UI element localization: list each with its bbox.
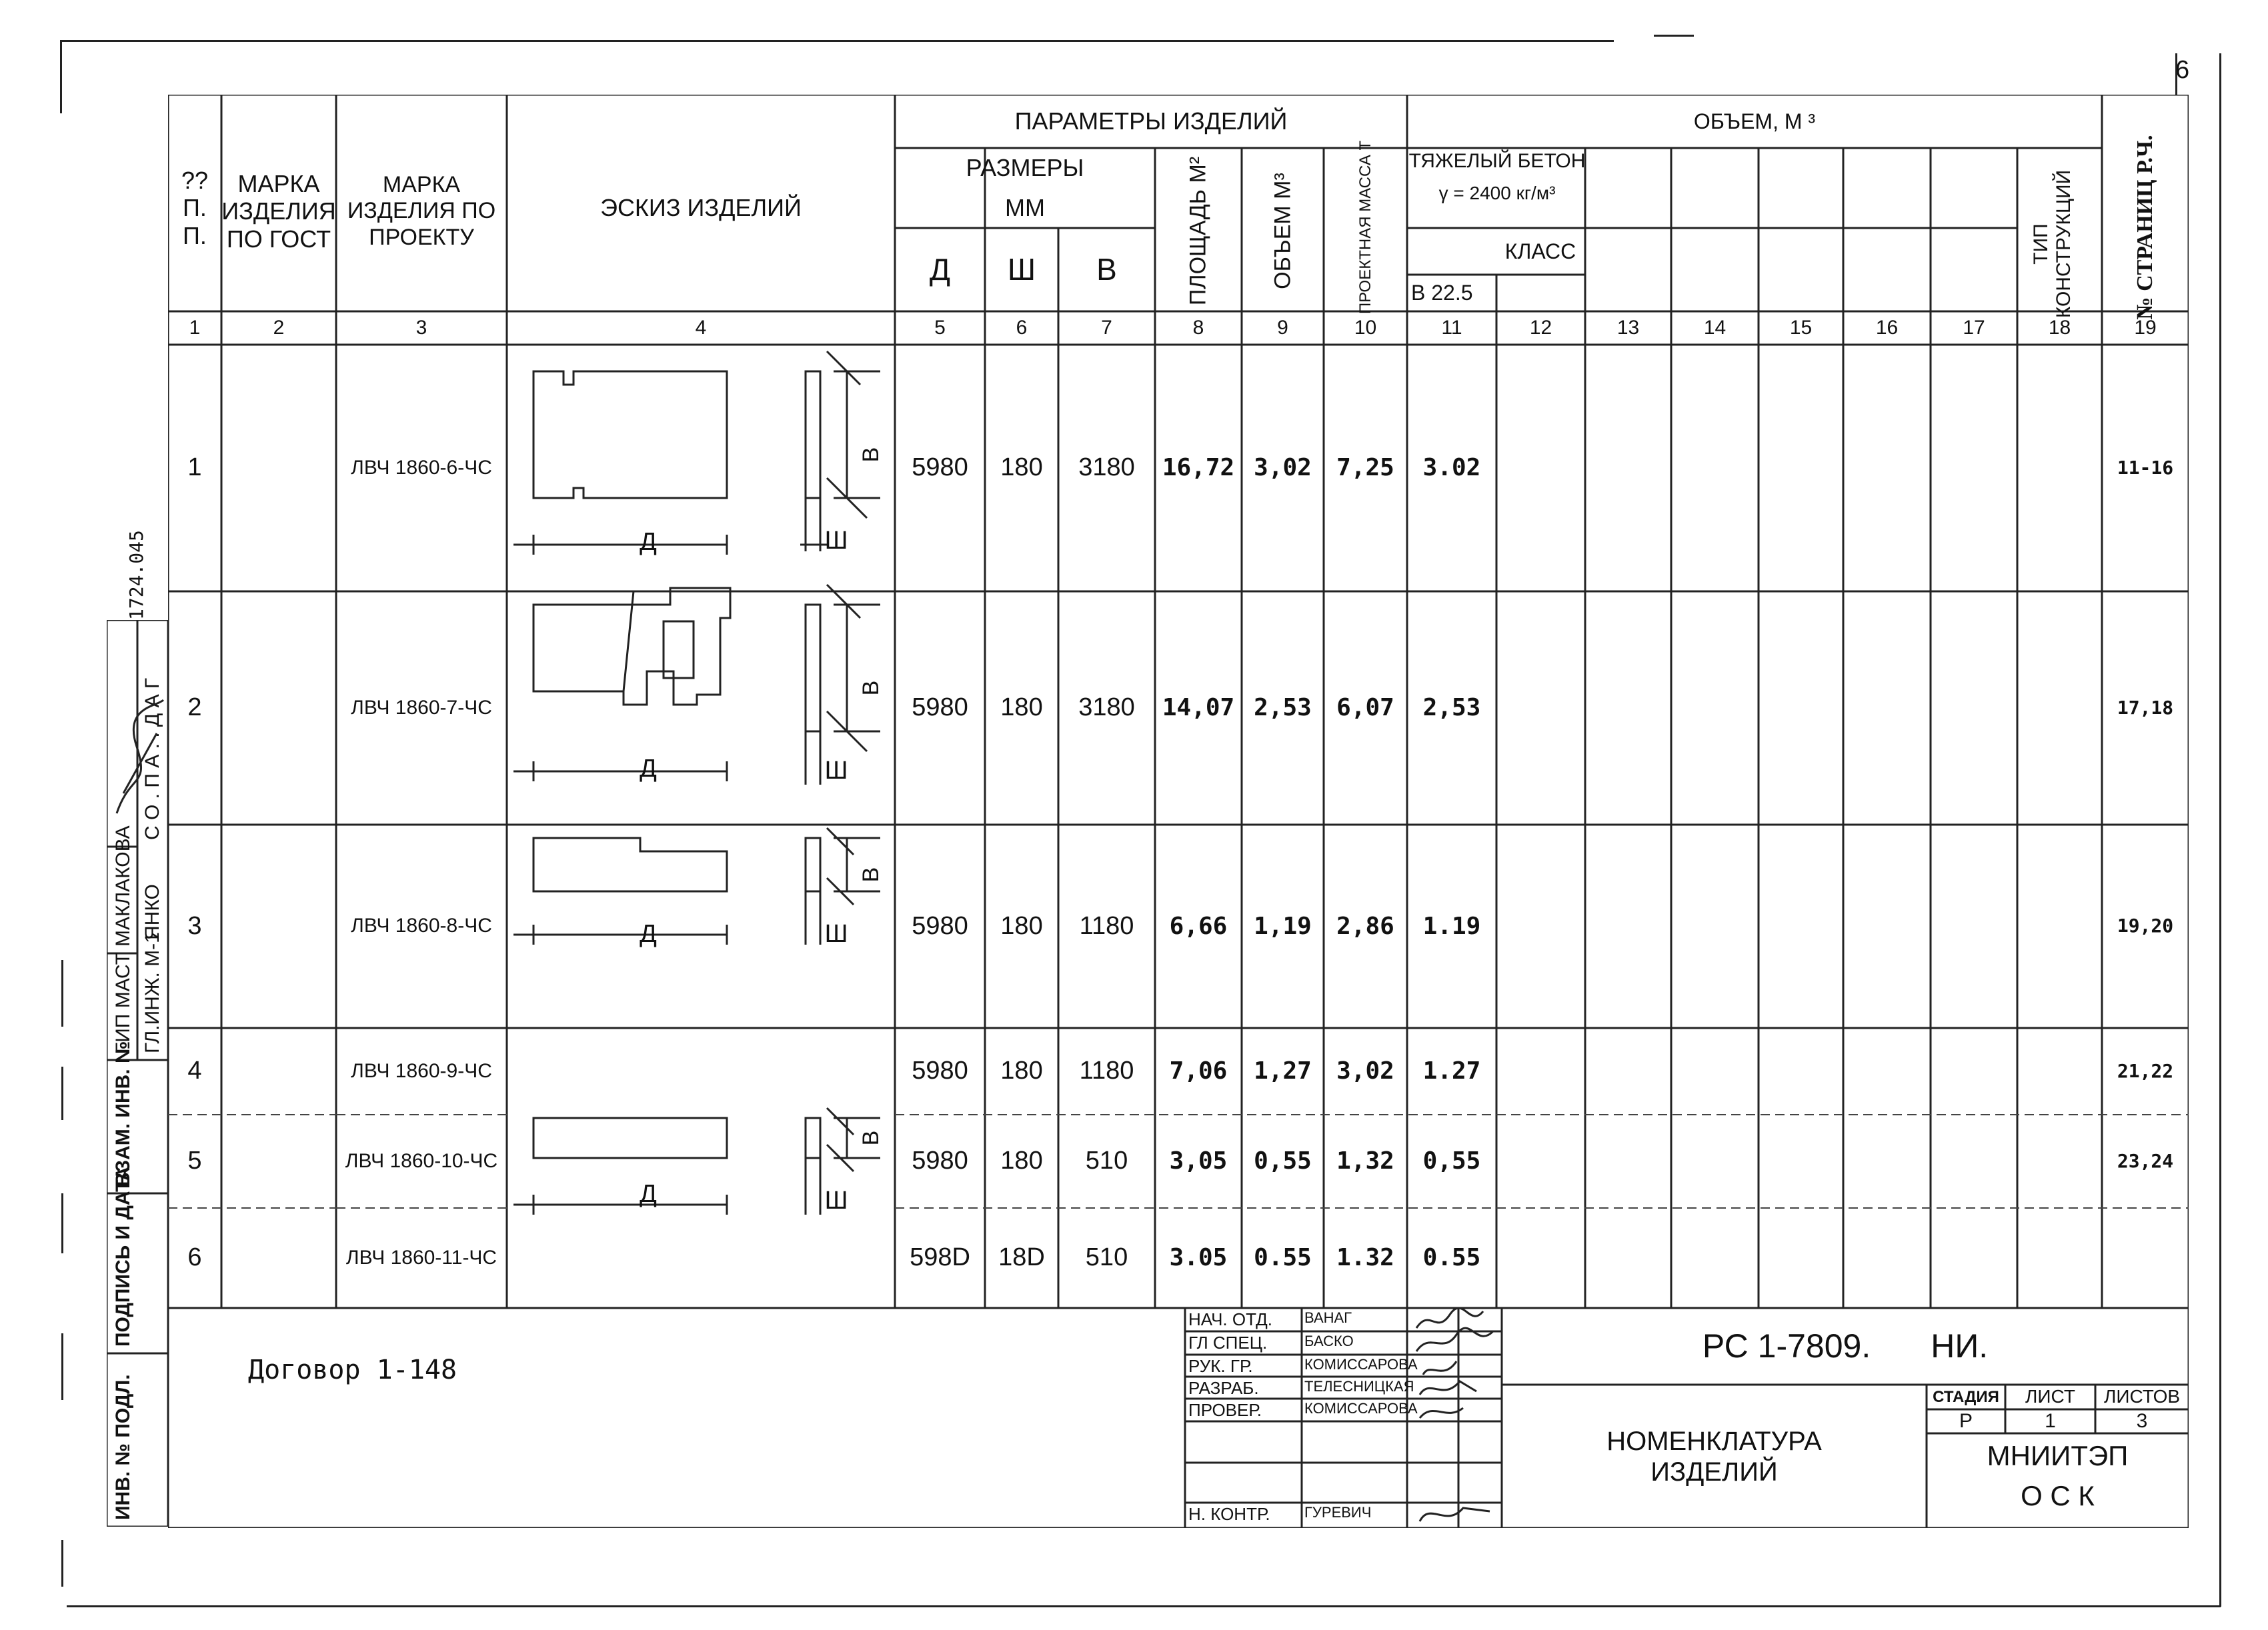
stamp-sheets-label: ЛИСТОВ bbox=[2103, 1386, 2181, 1407]
cell-b: 3.02 bbox=[1422, 454, 1481, 482]
column-number: 5 bbox=[934, 316, 946, 339]
frame-top-mark bbox=[1654, 35, 1694, 37]
stamp-code-main: РС 1-7809. bbox=[1702, 1327, 1871, 1365]
header-class: КЛАСС bbox=[1504, 239, 1576, 263]
cell-mass: 3,02 bbox=[1336, 1057, 1394, 1085]
sketch-2 bbox=[513, 585, 880, 785]
left-dash bbox=[61, 1540, 63, 1587]
cell-pages: 21,22 bbox=[2117, 1059, 2174, 1082]
stamp-code bbox=[1502, 1308, 2189, 1385]
cell-b: 0.55 bbox=[1422, 1244, 1481, 1272]
cell-mark: ЛВЧ 1860-6-ЧС bbox=[351, 456, 492, 479]
stamp-org: МНИИТЭП bbox=[1987, 1440, 2129, 1472]
nomenclature-table bbox=[168, 95, 2189, 1308]
header-sizes: РАЗМЕРЫ bbox=[966, 154, 1084, 182]
cell-b: 0,55 bbox=[1422, 1147, 1481, 1175]
header-pp: ?? П. П. bbox=[181, 166, 209, 249]
cell-b: 2,53 bbox=[1422, 694, 1481, 722]
cell-b: 1.27 bbox=[1422, 1057, 1481, 1085]
sketch-1-v-label: В bbox=[858, 447, 884, 463]
sketch-1-sh-label: Ш bbox=[824, 527, 848, 555]
sheet-number: 6 bbox=[2175, 56, 2190, 84]
side-makl-label: МАКЛАКОВА bbox=[112, 825, 134, 947]
cell-mark: ЛВЧ 1860-11-ЧС bbox=[345, 1246, 497, 1269]
column-number: 6 bbox=[1016, 316, 1028, 339]
stamp-role: ГЛ СПЕЦ. bbox=[1188, 1333, 1268, 1353]
sketch-4-sh-label: Ш bbox=[824, 1187, 848, 1215]
cell-vol: 3,02 bbox=[1254, 454, 1312, 482]
column-number: 17 bbox=[1963, 316, 1985, 339]
side-pa-label: С О . П А . . Д А Г bbox=[141, 677, 163, 840]
stamp-sheet: 1 bbox=[2045, 1409, 2056, 1432]
header-mark-proj: МАРКА ИЗДЕЛИЯ ПО ПРОЕКТУ bbox=[347, 172, 496, 250]
side-sign-date-label: ПОДПИСЬ И ДАТА bbox=[112, 1166, 134, 1347]
header-pages: № СТРАНИЦ Р.Ч. bbox=[2133, 135, 2157, 320]
cell-n: 4 bbox=[187, 1057, 202, 1085]
cell-area: 7,06 bbox=[1169, 1057, 1228, 1085]
cell-pages bbox=[2102, 1208, 2189, 1308]
column-number: 14 bbox=[1703, 316, 1727, 339]
header-volume-col: ОБЪЕМ М³ bbox=[1270, 173, 1296, 289]
header-heavy-concrete: ТЯЖЕЛЫЙ БЕТОН bbox=[1408, 149, 1586, 172]
sketch-4-d-label: Д bbox=[640, 1180, 657, 1209]
side-gip-label: ГИП МАСТ bbox=[112, 952, 134, 1053]
header-mark-gost: МАРКА ИЗДЕЛИЯ ПО ГОСТ bbox=[221, 169, 336, 253]
column-number: 10 bbox=[1354, 316, 1377, 339]
left-dash bbox=[61, 960, 63, 1027]
column-number: 3 bbox=[415, 316, 427, 339]
cell-b: 1.19 bbox=[1422, 912, 1481, 940]
stamp-stage-label: СТАДИЯ bbox=[1933, 1387, 1999, 1406]
sketch-1 bbox=[513, 351, 880, 555]
stamp-person-name: БАСКО bbox=[1304, 1333, 1354, 1349]
left-dash bbox=[61, 1193, 63, 1253]
cell-n: 3 bbox=[187, 911, 202, 940]
column-number: 15 bbox=[1789, 316, 1813, 339]
stamp-role: НАЧ. ОТД. bbox=[1188, 1309, 1272, 1329]
cell-d: 5980 bbox=[912, 453, 968, 482]
cell-sh: 180 bbox=[1000, 1057, 1043, 1085]
side-handwritten-number: 1724.045 bbox=[125, 530, 147, 620]
sketch-2-v-label: В bbox=[858, 680, 884, 696]
header-sh: Ш bbox=[1007, 252, 1036, 287]
cell-sh: 180 bbox=[1000, 453, 1043, 482]
cell-area: 6,66 bbox=[1169, 912, 1228, 940]
frame-top-line bbox=[60, 40, 1614, 42]
sketch-1-d-label: Д bbox=[640, 528, 657, 557]
cell-sh: 180 bbox=[1000, 1147, 1043, 1175]
stamp-role: Н. КОНТР. bbox=[1188, 1504, 1270, 1524]
cell-mass: 1.32 bbox=[1336, 1244, 1394, 1272]
side-gl-ing-label: ГЛ.ИНЖ. М-1 bbox=[141, 932, 163, 1053]
cell-sh: 180 bbox=[1000, 911, 1043, 940]
cell-mass: 1,32 bbox=[1336, 1147, 1394, 1175]
cell-vol: 1,27 bbox=[1254, 1057, 1312, 1085]
column-number: 12 bbox=[1529, 316, 1552, 339]
sketch-3-sh-label: Ш bbox=[824, 920, 848, 949]
cell-n: 5 bbox=[187, 1147, 202, 1175]
header-volume: ОБЪЕМ, М ³ bbox=[1693, 109, 1816, 133]
cell-v: 3180 bbox=[1078, 453, 1135, 482]
side-inv-label: ИНВ. № ПОДЛ. bbox=[112, 1374, 134, 1520]
column-number: 16 bbox=[1875, 316, 1899, 339]
cell-n: 6 bbox=[187, 1243, 202, 1272]
cell-pages: 23,24 bbox=[2117, 1149, 2174, 1172]
sketch-3-v-label: В bbox=[858, 867, 884, 883]
cell-mass: 6,07 bbox=[1336, 694, 1394, 722]
cell-vol: 1,19 bbox=[1254, 912, 1312, 940]
header-mass: ПРОЕКТНАЯ МАССА Т bbox=[1356, 140, 1374, 315]
header-mm: ММ bbox=[1005, 194, 1045, 222]
title-block bbox=[168, 1308, 2189, 1528]
cell-area: 3.05 bbox=[1169, 1244, 1228, 1272]
column-number: 2 bbox=[273, 316, 285, 339]
sketch-4-v-label: В bbox=[858, 1130, 884, 1146]
cell-d: 5980 bbox=[912, 693, 968, 722]
stamp-title: НОМЕНКЛАТУРА ИЗДЕЛИЙ bbox=[1606, 1426, 1822, 1487]
stamp-role: РАЗРАБ. bbox=[1188, 1378, 1259, 1398]
cell-area: 3,05 bbox=[1169, 1147, 1228, 1175]
stamp-person-name: ТЕЛЕСНИЦКАЯ bbox=[1304, 1378, 1414, 1395]
stamp-org2: О С К bbox=[2021, 1480, 2095, 1512]
stamp-person-name: ВАНАГ bbox=[1304, 1309, 1352, 1326]
cell-area: 16,72 bbox=[1162, 454, 1235, 482]
cell-vol: 2,53 bbox=[1254, 694, 1312, 722]
sketch-2-sh-label: Ш bbox=[824, 757, 848, 785]
sketch-2-d-label: Д bbox=[640, 755, 657, 783]
header-d: Д bbox=[929, 252, 951, 287]
side-signature bbox=[110, 693, 170, 827]
stamp-person-name: КОМИССАРОВА bbox=[1304, 1400, 1418, 1417]
stamp-sheets: 3 bbox=[2136, 1409, 2148, 1432]
stamp-person-name: КОМИССАРОВА bbox=[1304, 1356, 1418, 1373]
column-number: 19 bbox=[2134, 316, 2157, 339]
cell-n: 1 bbox=[187, 453, 202, 482]
stamp-sheet-label: ЛИСТ bbox=[2025, 1386, 2075, 1407]
cell-sh: 180 bbox=[1000, 693, 1043, 722]
cell-mark: ЛВЧ 1860-9-ЧС bbox=[351, 1059, 492, 1082]
column-number: 9 bbox=[1277, 316, 1288, 339]
left-dash bbox=[61, 1333, 63, 1400]
cell-mark: ЛВЧ 1860-10-ЧС bbox=[345, 1149, 498, 1172]
cell-v: 1180 bbox=[1079, 911, 1134, 940]
cell-vol: 0.55 bbox=[1254, 1244, 1312, 1272]
column-number: 4 bbox=[695, 316, 707, 339]
stamp-code-suffix: НИ. bbox=[1931, 1327, 1989, 1365]
cell-d: 5980 bbox=[912, 1057, 968, 1085]
stamp-role: ПРОВЕР. bbox=[1188, 1400, 1262, 1420]
cell-n: 2 bbox=[187, 693, 202, 722]
cell-sh: 18D bbox=[998, 1243, 1045, 1272]
contract-note: Договор 1-148 bbox=[248, 1355, 457, 1385]
cell-d: 5980 bbox=[912, 1147, 968, 1175]
column-number: 18 bbox=[2048, 316, 2071, 339]
header-gamma: γ = 2400 кг/м³ bbox=[1438, 182, 1556, 203]
cell-v: 1180 bbox=[1079, 1057, 1134, 1085]
stamp-person-name: ГУРЕВИЧ bbox=[1304, 1504, 1372, 1521]
cell-v: 510 bbox=[1085, 1243, 1128, 1272]
header-constr-type: ТИП КОНСТРУКЦИЙ bbox=[2030, 169, 2075, 319]
frame-right-line bbox=[2219, 53, 2221, 1607]
cell-pages: 11-16 bbox=[2117, 456, 2174, 479]
column-number: 8 bbox=[1192, 316, 1204, 339]
cell-mass: 2,86 bbox=[1336, 912, 1394, 940]
header-params: ПАРАМЕТРЫ ИЗДЕЛИЙ bbox=[1014, 107, 1288, 135]
cell-mark: ЛВЧ 1860-8-ЧС bbox=[351, 915, 492, 937]
cell-v: 510 bbox=[1085, 1147, 1128, 1175]
frame-bottom-line bbox=[67, 1605, 2221, 1607]
cell-v: 3180 bbox=[1078, 693, 1135, 722]
cell-area: 14,07 bbox=[1162, 694, 1235, 722]
cell-mass: 7,25 bbox=[1336, 454, 1394, 482]
cell-mark: ЛВЧ 1860-7-ЧС bbox=[351, 696, 492, 719]
cell-pages: 17,18 bbox=[2117, 696, 2174, 719]
cell-d: 598D bbox=[910, 1243, 970, 1272]
column-number: 13 bbox=[1616, 316, 1640, 339]
header-b225: В 22.5 bbox=[1411, 281, 1473, 305]
stamp-role: РУК. ГР. bbox=[1188, 1356, 1253, 1376]
stamp-stage: Р bbox=[1959, 1409, 1973, 1432]
cell-pages: 19,20 bbox=[2117, 915, 2174, 937]
cell-d: 5980 bbox=[912, 911, 968, 940]
column-number: 7 bbox=[1101, 316, 1112, 339]
side-yanko-label: ЯНКО bbox=[141, 884, 163, 940]
sketch-4-6 bbox=[507, 1028, 895, 1308]
sketch-3-d-label: Д bbox=[640, 920, 657, 949]
header-v: В bbox=[1096, 252, 1117, 287]
left-dash bbox=[61, 1067, 63, 1120]
column-number: 11 bbox=[1441, 316, 1462, 339]
header-area: ПЛОЩАДЬ М² bbox=[1185, 156, 1211, 306]
header-sketch: ЭСКИЗ ИЗДЕЛИЙ bbox=[600, 194, 802, 222]
side-vzam-label: ВЗАМ. ИНВ. № bbox=[112, 1041, 134, 1187]
stamp-signatures bbox=[1410, 1308, 1500, 1528]
frame-left-top bbox=[60, 40, 62, 113]
column-number: 1 bbox=[189, 316, 201, 339]
cell-vol: 0,55 bbox=[1254, 1147, 1312, 1175]
